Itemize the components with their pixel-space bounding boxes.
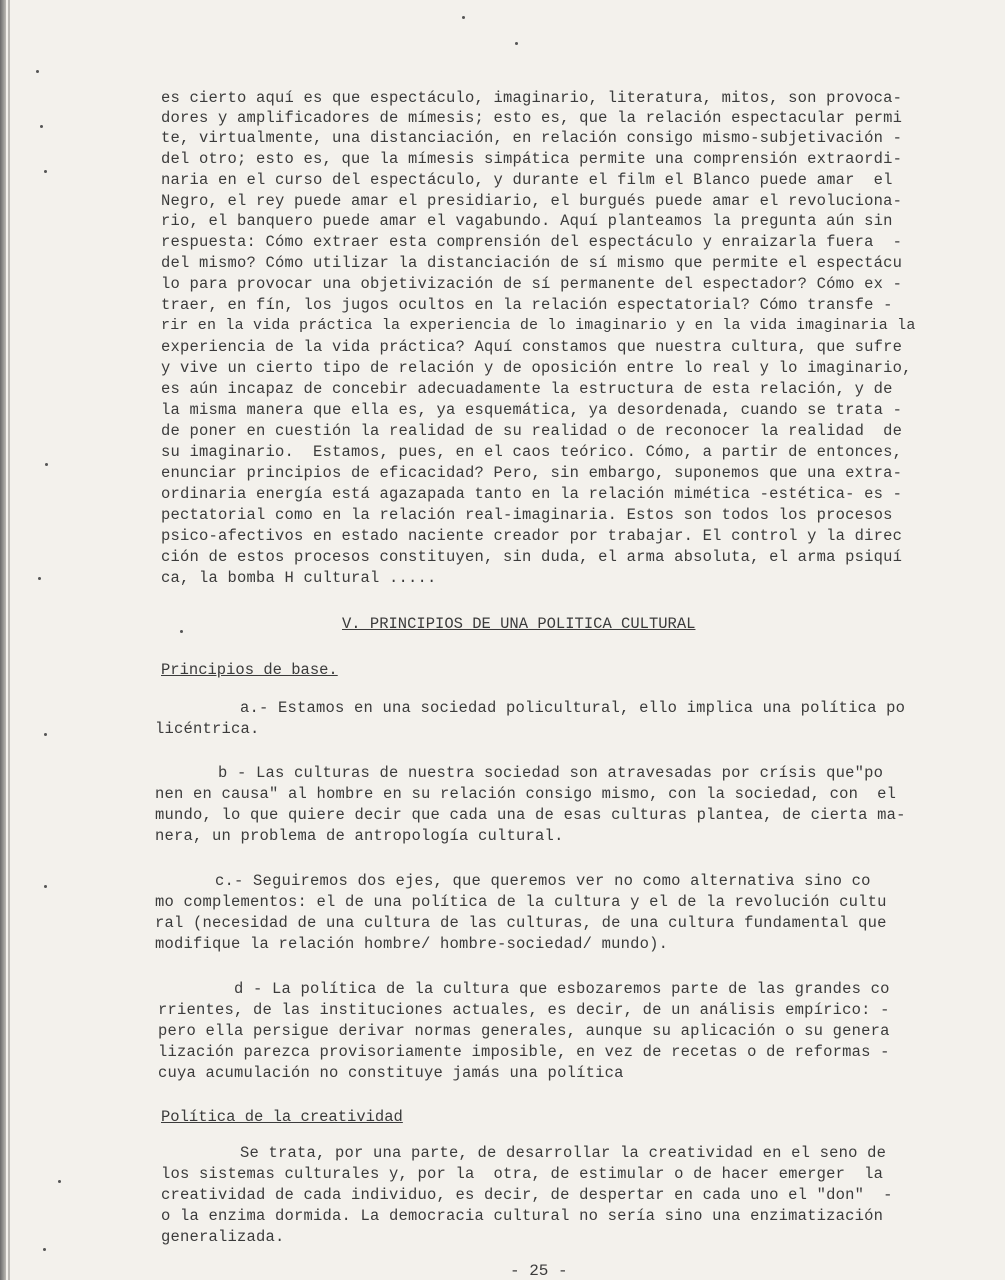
text-line: ca, la bomba H cultural ..... xyxy=(161,569,437,587)
text-line: enunciar principios de eficacidad? Pero, sin embargo, suponemos que una extra- xyxy=(161,464,903,482)
subheading: Principios de base. xyxy=(161,661,338,679)
text-line: es aún incapaz de concebir adecuadamente la estructura de esta relación, y de xyxy=(161,380,893,398)
text-line: y vive un cierto tipo de relación y de oposición entre lo real y lo imaginario, xyxy=(161,359,912,377)
text-line: licéntrica. xyxy=(155,720,260,738)
text-line: generalizada. xyxy=(161,1228,285,1246)
text-line: creatividad de cada individuo, es decir, de despertar en cada uno el "don" - xyxy=(161,1186,893,1204)
text-line: rir en la vida práctica la experiencia de lo imaginario y en la vida imaginaria la xyxy=(161,317,916,334)
text-line: pectatorial como en la relación real-imaginaria. Estos son todos los procesos xyxy=(161,506,893,524)
text-line: lización parezca provisoriamente imposible, en vez de recetas o de reformas - xyxy=(158,1043,890,1061)
text-line: Se trata, por una parte, de desarrollar la creatividad en el seno de xyxy=(240,1144,887,1162)
text-line: experiencia de la vida práctica? Aquí constamos que nuestra cultura, que sufre xyxy=(161,338,903,356)
text-line: traer, en fín, los jugos ocultos en la relación espectatorial? Cómo transfe - xyxy=(161,296,893,314)
text-line: modifique la relación hombre/ hombre-sociedad/ mundo). xyxy=(155,935,669,953)
section-heading: V. PRINCIPIOS DE UNA POLITICA CULTURAL xyxy=(342,615,696,633)
subheading: Política de la creatividad xyxy=(161,1108,403,1126)
text-line: c.- Seguiremos dos ejes, que queremos ver no como alternativa sino co xyxy=(215,872,871,890)
text-line: de poner en cuestión la realidad de su realidad o de reconocer la realidad de xyxy=(161,422,903,440)
text-line: su imaginario. Estamos, pues, en el caos teórico. Cómo, a partir de entonces, xyxy=(161,443,903,461)
text-line: rio, el banquero puede amar el vagabundo. Aquí planteamos la pregunta aún sin xyxy=(161,212,893,230)
text-line: lo para provocar una objetivización de sí permanente del espectador? Cómo ex - xyxy=(161,275,903,293)
text-line: mo complementos: el de una política de la cultura y el de la revolución cultu xyxy=(155,893,887,911)
text-line: ordinaria energía está agazapada tanto en la relación mimética -estética- es - xyxy=(161,485,903,503)
text-line: dores y amplificadores de mímesis; esto es, que la relación espectacular permi xyxy=(161,109,903,127)
text-line: rrientes, de las instituciones actuales, es decir, de un análisis empírico: - xyxy=(158,1001,890,1019)
text-line: nen en causa" al hombre en su relación consigo mismo, con la sociedad, con el xyxy=(155,785,897,803)
text-line: o la enzima dormida. La democracia cultural no sería sino una enzimatización xyxy=(161,1207,884,1225)
text-line: nera, un problema de antropología cultural. xyxy=(155,827,564,845)
text-line: b - Las culturas de nuestra sociedad son atravesadas por crísis que"po xyxy=(218,764,884,782)
text-line: mundo, lo que quiere decir que cada una de esas culturas plantea, de cierta ma- xyxy=(155,806,906,824)
page-number: - 25 - xyxy=(510,1262,568,1280)
text-line: la misma manera que ella es, ya esquemática, ya desordenada, cuando se trata - xyxy=(161,401,903,419)
text-line: del otro; esto es, que la mímesis simpática permite una comprensión extraordi- xyxy=(161,150,903,168)
text-line: psico-afectivos en estado naciente creador por trabajar. El control y la direc xyxy=(161,527,903,545)
text-line: te, virtualmente, una distanciación, en relación consigo mismo-subjetivación - xyxy=(161,129,903,147)
text-line: ral (necesidad de una cultura de las culturas, de una cultura fundamental que xyxy=(155,914,887,932)
text-line: es cierto aquí es que espectáculo, imaginario, literatura, mitos, son provoca- xyxy=(161,89,903,107)
text-line: del mismo? Cómo utilizar la distanciación de sí mismo que permite el espectácu xyxy=(161,254,903,272)
text-line: Negro, el rey puede amar el presidiario, el burgués puede amar el revoluciona- xyxy=(161,192,903,210)
text-line: los sistemas culturales y, por la otra, de estimular o de hacer emerger la xyxy=(161,1165,884,1183)
text-line: a.- Estamos en una sociedad policultural, ello implica una política po xyxy=(240,699,906,717)
text-line: pero ella persigue derivar normas generales, aunque su aplicación o su genera xyxy=(158,1022,890,1040)
text-line: naria en el curso del espectáculo, y durante el film el Blanco puede amar el xyxy=(161,171,893,189)
text-line: respuesta: Cómo extraer esta comprensión del espectáculo y enraizarla fuera - xyxy=(161,233,903,251)
text-line: cuya acumulación no constituye jamás una política xyxy=(158,1064,624,1082)
text-line: d - La política de la cultura que esbozaremos parte de las grandes co xyxy=(234,980,890,998)
text-line: ción de estos procesos constituyen, sin duda, el arma absoluta, el arma psiquí xyxy=(161,548,903,566)
